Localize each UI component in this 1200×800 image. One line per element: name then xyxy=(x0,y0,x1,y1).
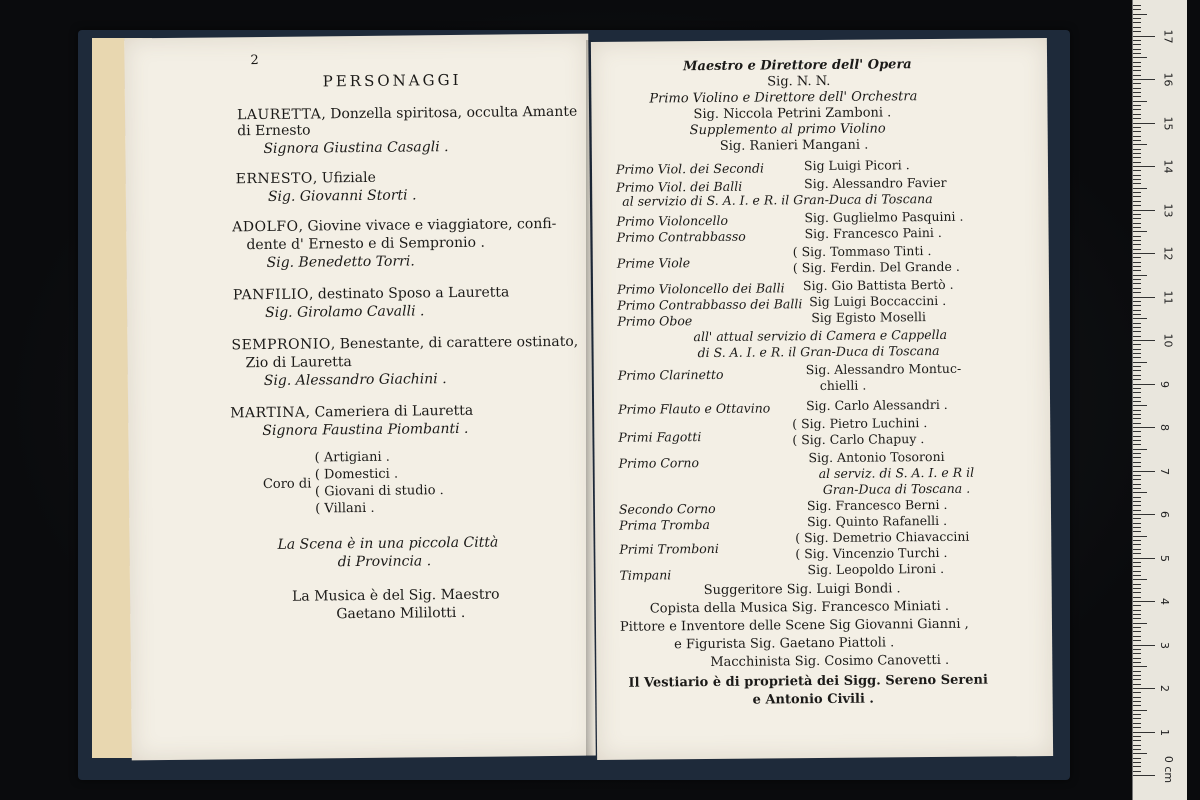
ruler-tick xyxy=(1133,340,1155,341)
ruler-tick xyxy=(1133,531,1141,532)
ruler-tick xyxy=(1133,109,1141,110)
ruler-number: 2 xyxy=(1158,685,1171,692)
ruler-tick xyxy=(1133,344,1141,345)
credit-line: Il Vestiario è di proprietà dei Sigg. Sereno Sereni xyxy=(628,672,988,691)
ruler-tick xyxy=(1133,297,1155,298)
coro-member: ( Villani . xyxy=(315,500,375,517)
character-panfilio: PANFILIO, destinato Sposo a Lauretta xyxy=(232,284,510,304)
ruler-tick xyxy=(1133,9,1141,10)
ruler-tick xyxy=(1133,379,1141,380)
performer: Signora Giustina Casagli . xyxy=(263,139,449,157)
ruler-tick xyxy=(1133,53,1141,54)
ruler-tick xyxy=(1133,270,1141,271)
page-number: 2 xyxy=(250,53,259,69)
ruler-tick xyxy=(1133,170,1141,171)
credit-line: Copista della Musica Sig. Francesco Miniati . xyxy=(649,598,950,617)
ruler-tick xyxy=(1133,362,1147,363)
ruler-tick xyxy=(1133,501,1141,502)
character-martina: MARTINA, Cameriera di Lauretta xyxy=(230,402,474,422)
ruler-tick xyxy=(1133,253,1155,254)
ruler-tick xyxy=(1133,510,1141,511)
ruler-tick xyxy=(1133,536,1147,537)
ruler-tick xyxy=(1133,771,1141,772)
ruler-tick xyxy=(1133,192,1141,193)
ruler-tick xyxy=(1133,618,1141,619)
performer: Sig. Alessandro Giachini . xyxy=(263,371,447,390)
ruler-tick xyxy=(1133,558,1155,559)
ruler-tick xyxy=(1133,705,1141,706)
ruler-tick xyxy=(1133,266,1141,267)
performer-name: ( Sig. Vincenzio Turchi . xyxy=(795,544,948,562)
credit-line: Pittore e Inventore delle Scene Sig Giovanni Gianni , xyxy=(619,616,969,635)
page-heading: PERSONAGGI xyxy=(322,70,462,91)
ruler-tick xyxy=(1133,410,1141,411)
ruler-tick xyxy=(1133,366,1141,367)
role-label: Primo Violoncello xyxy=(616,212,729,229)
ruler-tick xyxy=(1133,131,1141,132)
role-label: Timpani xyxy=(619,567,672,583)
credit-line: e Figurista Sig. Gaetano Piattoli . xyxy=(674,635,895,653)
ruler-tick xyxy=(1133,249,1141,250)
ruler-tick xyxy=(1133,310,1141,311)
ruler-tick xyxy=(1133,370,1141,371)
role-label: Primi Fagotti xyxy=(618,429,702,445)
ruler-tick xyxy=(1133,323,1141,324)
ruler-tick xyxy=(1133,653,1141,654)
ruler-tick xyxy=(1133,527,1141,528)
ruler-tick xyxy=(1133,740,1141,741)
ruler-tick xyxy=(1133,466,1141,467)
scene-note: di Provincia . xyxy=(337,553,432,571)
performer-name: chielli . xyxy=(819,377,867,394)
ruler-tick xyxy=(1133,240,1141,241)
performer-name: Sig. Alessandro Montuc- xyxy=(805,360,962,378)
ruler-tick xyxy=(1133,349,1141,350)
ruler-tick xyxy=(1133,57,1147,58)
music-credit: La Musica è del Sig. Maestro xyxy=(292,586,500,605)
performer: Sig. Girolamo Cavalli . xyxy=(265,303,425,321)
role-label: Primo Viol. dei Secondi xyxy=(615,160,764,177)
ruler-tick xyxy=(1133,388,1141,389)
performer-name: Sig. Gio Battista Bertò . xyxy=(802,276,954,294)
ruler-tick xyxy=(1133,201,1141,202)
role-label: Primo Corno xyxy=(618,455,700,471)
ruler-tick xyxy=(1133,736,1141,737)
ruler-tick xyxy=(1133,766,1141,767)
ruler-tick xyxy=(1133,244,1141,245)
ruler-number: 14 xyxy=(1161,159,1175,174)
ruler-number: 8 xyxy=(1158,424,1171,431)
ruler-tick xyxy=(1133,631,1141,632)
performer-name: Sig. Francesco Paini . xyxy=(804,224,942,242)
performer-name: al serviz. di S. A. I. e R il xyxy=(818,464,975,482)
ruler-tick xyxy=(1133,727,1141,728)
ruler-tick xyxy=(1133,357,1141,358)
ruler-tick xyxy=(1133,205,1141,206)
ruler-tick xyxy=(1133,475,1141,476)
ruler-tick xyxy=(1133,749,1141,750)
ruler-tick xyxy=(1133,384,1155,385)
coro-member: ( Artigiani . xyxy=(314,449,390,466)
ruler-tick xyxy=(1133,610,1141,611)
ruler-tick xyxy=(1133,214,1141,215)
ruler-tick xyxy=(1133,718,1141,719)
ruler-tick xyxy=(1133,605,1141,606)
ruler-tick xyxy=(1133,188,1147,189)
character-desc: dente d' Ernesto e di Sempronio . xyxy=(246,234,485,254)
ruler-tick xyxy=(1133,562,1141,563)
ruler-tick xyxy=(1133,579,1147,580)
ruler-number: 9 xyxy=(1158,380,1171,388)
performer-name: ( Sig. Tommaso Tinti . xyxy=(792,243,932,260)
ruler-tick xyxy=(1133,66,1141,67)
ruler-tick xyxy=(1133,405,1147,406)
ruler-number: 10 xyxy=(1161,333,1175,348)
character-adolfo: ADOLFO, Giovine vivace e viaggiatore, confi- xyxy=(232,215,557,236)
ruler-tick xyxy=(1133,262,1141,263)
ruler-number: 6 xyxy=(1158,511,1171,518)
ruler-number: 3 xyxy=(1158,641,1171,649)
ruler-tick xyxy=(1133,566,1141,567)
ruler-tick xyxy=(1133,336,1141,337)
ruler-tick xyxy=(1133,571,1141,572)
performer-name: Sig Luigi Picori . xyxy=(803,157,910,174)
role-label: Primo Oboe xyxy=(617,313,693,329)
role-label: Primi Tromboni xyxy=(619,540,719,557)
ruler-number: 17 xyxy=(1161,29,1175,43)
ruler-tick xyxy=(1133,575,1141,576)
ruler-tick xyxy=(1133,83,1141,84)
ruler-tick xyxy=(1133,688,1155,689)
character-sempronio: SEMPRONIO, Benestante, di carattere ostinato, xyxy=(231,333,579,354)
ruler-tick xyxy=(1133,292,1141,293)
performer: Sig. Giovanni Storti . xyxy=(267,187,417,205)
ruler-tick xyxy=(1133,70,1141,71)
ruler-tick xyxy=(1133,597,1141,598)
ruler-tick xyxy=(1133,449,1147,450)
ruler-tick xyxy=(1133,318,1147,319)
ruler-tick xyxy=(1133,523,1141,524)
ruler-tick xyxy=(1133,196,1141,197)
ruler-tick xyxy=(1133,375,1141,376)
performer-name: Sig. Guglielmo Pasquini . xyxy=(804,208,964,226)
ruler-tick xyxy=(1133,218,1141,219)
ruler-tick xyxy=(1133,231,1147,232)
performer-name: Gran-Duca di Toscana . xyxy=(822,480,971,497)
ruler-unit-label: 0 cm xyxy=(1162,755,1176,784)
ruler-tick xyxy=(1133,401,1141,402)
ruler-tick xyxy=(1133,479,1141,480)
coro-member: ( Domestici . xyxy=(314,466,399,483)
performer-name: ( Sig. Ferdin. Del Grande . xyxy=(792,258,960,276)
ruler-tick xyxy=(1133,710,1147,711)
credit-line: Macchinista Sig. Cosimo Canovetti . xyxy=(710,652,950,670)
ruler-tick xyxy=(1133,223,1141,224)
ruler-tick xyxy=(1133,553,1141,554)
ruler-tick xyxy=(1133,444,1141,445)
ruler-tick xyxy=(1133,684,1141,685)
ruler-tick xyxy=(1133,40,1141,41)
ruler-tick xyxy=(1133,27,1141,28)
ruler-tick xyxy=(1133,153,1141,154)
role-label: Primo Contrabbasso dei Balli xyxy=(617,296,803,313)
ruler-tick xyxy=(1133,518,1141,519)
ruler-tick xyxy=(1133,453,1141,454)
ruler-tick xyxy=(1133,418,1141,419)
orchestra-line: Sig. N. N. xyxy=(767,73,831,90)
character-ernesto: ERNESTO, Ufiziale xyxy=(235,169,376,188)
orchestra-line: Supplemento al primo Violino xyxy=(689,121,886,139)
orchestra-line: Sig. Niccola Petrini Zamboni . xyxy=(693,105,892,123)
ruler-tick xyxy=(1133,762,1141,763)
ruler-tick xyxy=(1133,236,1141,237)
ruler-tick xyxy=(1133,275,1147,276)
ruler-tick xyxy=(1133,157,1141,158)
role-label: Prime Viole xyxy=(616,255,691,271)
ruler-tick xyxy=(1133,658,1141,659)
ruler-number: 15 xyxy=(1161,116,1175,130)
ruler-tick xyxy=(1133,62,1141,63)
left-page xyxy=(124,34,596,761)
ruler-tick xyxy=(1133,514,1155,515)
performer-name: Sig Luigi Boccaccini . xyxy=(809,292,947,310)
ruler-tick xyxy=(1133,431,1141,432)
performer-name: ( Sig. Pietro Luchini . xyxy=(792,415,928,432)
ruler-tick xyxy=(1133,692,1141,693)
ruler-tick xyxy=(1133,327,1141,328)
right-page xyxy=(591,38,1053,760)
ruler-tick xyxy=(1133,675,1141,676)
ruler-tick xyxy=(1133,179,1141,180)
music-credit: Gaetano Mililotti . xyxy=(336,604,466,623)
ruler-tick xyxy=(1133,283,1141,284)
credit-line: e Antonio Civili . xyxy=(752,691,874,708)
ruler-tick xyxy=(1133,101,1147,102)
ruler-tick xyxy=(1133,314,1141,315)
performer-name: di S. A. I. e R. il Gran-Duca di Toscana xyxy=(697,342,940,361)
performer: Sig. Benedetto Torri. xyxy=(266,253,415,271)
credit-line: Suggeritore Sig. Luigi Bondi . xyxy=(703,581,901,599)
performer: Signora Faustina Piombanti . xyxy=(262,420,469,440)
ruler-tick xyxy=(1133,549,1141,550)
ruler-tick xyxy=(1133,666,1147,667)
ruler-tick xyxy=(1133,732,1155,733)
ruler-tick xyxy=(1133,488,1141,489)
ruler-tick xyxy=(1133,288,1141,289)
ruler-tick xyxy=(1133,92,1141,93)
ruler-tick xyxy=(1133,49,1141,50)
ruler-tick xyxy=(1133,484,1141,485)
ruler-tick xyxy=(1133,162,1141,163)
ruler-tick xyxy=(1133,714,1141,715)
ruler-tick xyxy=(1133,492,1147,493)
ruler-tick xyxy=(1133,331,1141,332)
ruler-tick xyxy=(1133,440,1141,441)
performer-name: ( Sig. Demetrio Chiavaccini xyxy=(795,528,970,546)
performer-name: all' attual servizio di Camera e Cappella xyxy=(693,326,948,345)
ruler-tick xyxy=(1133,127,1141,128)
ruler-tick xyxy=(1133,18,1141,19)
performer-name: Sig. Leopoldo Lironi . xyxy=(807,560,945,578)
character-lauretta: LAURETTA, Donzella spiritosa, occulta Amante xyxy=(236,103,578,124)
ruler-tick xyxy=(1133,636,1141,637)
orchestra-line: Maestro e Direttore dell' Opera xyxy=(683,57,912,75)
ruler-tick xyxy=(1133,305,1141,306)
ruler-tick xyxy=(1133,257,1141,258)
role-label: Prima Tromba xyxy=(619,516,710,533)
ruler-tick xyxy=(1133,427,1155,428)
performer-name: al servizio di S. A. I. e R. il Gran-Duca di Toscana xyxy=(622,191,933,209)
ruler-tick xyxy=(1133,775,1155,776)
ruler-tick xyxy=(1133,144,1147,145)
ruler-tick xyxy=(1133,140,1141,141)
performer-name: Sig. Antonio Tosoroni xyxy=(808,448,945,466)
character-desc: di Ernesto xyxy=(237,122,311,140)
ruler-tick xyxy=(1133,671,1141,672)
ruler-tick xyxy=(1133,497,1141,498)
ruler-tick xyxy=(1133,505,1141,506)
performer-name: ( Sig. Carlo Chapuy . xyxy=(792,431,925,448)
ruler-tick xyxy=(1133,753,1147,754)
ruler-tick xyxy=(1133,123,1155,124)
orchestra-line: Sig. Ranieri Mangani . xyxy=(719,137,869,154)
ruler-tick xyxy=(1133,279,1141,280)
coro-label: Coro di xyxy=(262,476,312,493)
ruler-tick xyxy=(1133,640,1141,641)
performer-name: Sig. Francesco Berni . xyxy=(806,496,948,514)
character-desc: Zio di Lauretta xyxy=(245,354,352,372)
orchestra-line: Primo Violino e Direttore dell' Orchestra xyxy=(649,89,918,107)
ruler-tick xyxy=(1133,662,1141,663)
role-label: Primo Viol. dei Balli xyxy=(616,178,743,195)
scene-note: La Scena è in una piccola Città xyxy=(277,534,499,553)
ruler-tick xyxy=(1133,414,1141,415)
ruler-tick xyxy=(1133,471,1155,472)
ruler-tick xyxy=(1133,540,1141,541)
ruler-tick xyxy=(1133,601,1155,602)
ruler-tick xyxy=(1133,105,1141,106)
ruler-tick xyxy=(1133,397,1141,398)
ruler-tick xyxy=(1133,627,1141,628)
ruler-tick xyxy=(1133,136,1141,137)
ruler-tick xyxy=(1133,79,1155,80)
ruler-tick xyxy=(1133,96,1141,97)
ruler-tick xyxy=(1133,649,1141,650)
ruler-number: 16 xyxy=(1161,72,1175,87)
ruler-tick xyxy=(1133,88,1141,89)
ruler-tick xyxy=(1133,36,1155,37)
role-label: Primo Flauto e Ottavino xyxy=(618,400,771,417)
coro-member: ( Giovani di studio . xyxy=(314,483,444,500)
ruler-tick xyxy=(1133,14,1147,15)
ruler-tick xyxy=(1133,75,1141,76)
ruler-tick xyxy=(1133,22,1141,23)
ruler-tick xyxy=(1133,353,1141,354)
ruler-tick xyxy=(1133,544,1141,545)
ruler-tick xyxy=(1133,679,1141,680)
ruler-number: 5 xyxy=(1158,554,1171,562)
ruler-tick xyxy=(1133,701,1141,702)
ruler-number: 11 xyxy=(1161,290,1175,304)
ruler-tick xyxy=(1133,723,1141,724)
ruler-number: 12 xyxy=(1161,246,1175,261)
ruler-tick xyxy=(1133,745,1141,746)
ruler-tick xyxy=(1133,758,1141,759)
ruler-number: 13 xyxy=(1161,203,1175,217)
measurement-ruler xyxy=(1132,0,1187,800)
ruler-tick xyxy=(1133,623,1147,624)
ruler-tick xyxy=(1133,149,1141,150)
ruler-tick xyxy=(1133,44,1141,45)
role-label: Primo Contrabbasso xyxy=(616,228,746,245)
performer-name: Sig. Carlo Alessandri . xyxy=(805,396,948,414)
ruler-tick xyxy=(1133,301,1141,302)
ruler-tick xyxy=(1133,584,1141,585)
ruler-tick xyxy=(1133,436,1141,437)
ruler-tick xyxy=(1133,614,1141,615)
ruler-number: 4 xyxy=(1158,598,1171,605)
ruler-tick xyxy=(1133,392,1141,393)
ruler-tick xyxy=(1133,31,1141,32)
performer-name: Sig. Alessandro Favier xyxy=(804,174,947,192)
ruler-tick xyxy=(1133,5,1141,6)
ruler-tick xyxy=(1133,588,1141,589)
role-label: Primo Violoncello dei Balli xyxy=(616,280,785,297)
ruler-tick xyxy=(1133,227,1141,228)
ruler-tick xyxy=(1133,462,1141,463)
ruler-tick xyxy=(1133,118,1141,119)
ruler-tick xyxy=(1133,697,1141,698)
ruler-tick xyxy=(1133,592,1141,593)
performer-name: Sig Egisto Moselli xyxy=(811,309,927,326)
role-label: Primo Clarinetto xyxy=(617,366,724,383)
ruler-tick xyxy=(1133,114,1141,115)
role-label: Secondo Corno xyxy=(618,500,716,517)
ruler-tick xyxy=(1133,166,1155,167)
ruler-tick xyxy=(1133,210,1155,211)
ruler-tick xyxy=(1133,645,1155,646)
ruler-tick xyxy=(1133,423,1141,424)
performer-name: Sig. Quinto Rafanelli . xyxy=(807,512,948,530)
ruler-tick xyxy=(1133,457,1141,458)
ruler-tick xyxy=(1133,175,1141,176)
ruler-number: 1 xyxy=(1158,728,1171,736)
ruler-tick xyxy=(1133,183,1141,184)
ruler-number: 7 xyxy=(1158,467,1171,475)
